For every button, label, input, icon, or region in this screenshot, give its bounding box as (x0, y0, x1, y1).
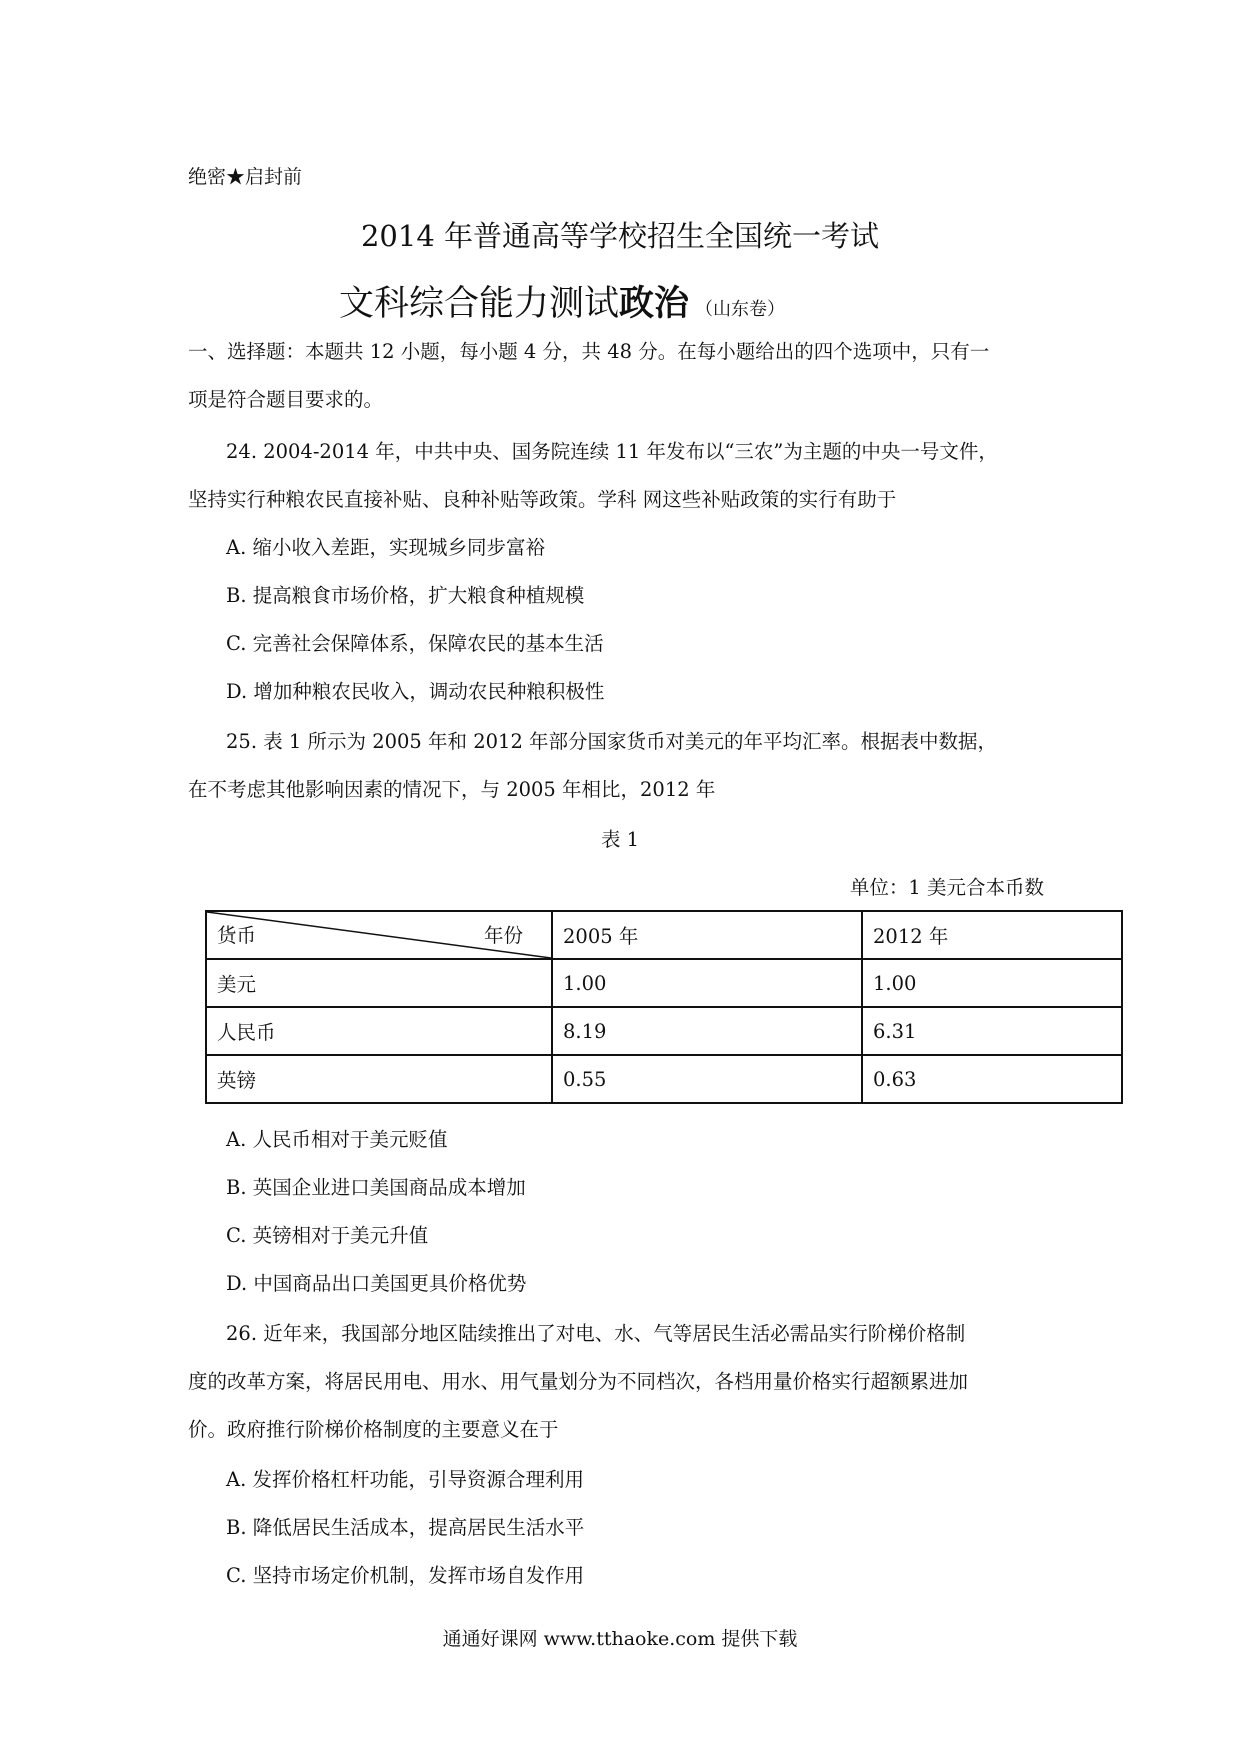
diagonal-header-cell (206, 911, 552, 959)
value-2005-cell: 0.55 (552, 1055, 862, 1103)
q26-option-c: C. 坚持市场定价机制，发挥市场自发作用 (226, 1564, 585, 1587)
table-row (206, 1007, 1122, 1055)
q25-stem-line1: 25. 表 1 所示为 2005 年和 2012 年部分国家货币对美元的年平均汇率。根据表中数据， (226, 730, 998, 753)
exchange-rate-table (205, 910, 1123, 1104)
table-row (206, 959, 1122, 1007)
q25-option-d: D. 中国商品出口美国更具价格优势 (226, 1272, 527, 1295)
q24-option-d: D. 增加种粮农民收入，调动农民种粮积极性 (226, 680, 605, 703)
subtitle-region: （山东卷） (695, 299, 786, 320)
section-intro-line2: 项是符合题目要求的。 (188, 388, 384, 411)
q24-option-a: A. 缩小收入差距，实现城乡同步富裕 (226, 536, 545, 559)
header-2012: 2012 年 (862, 911, 1122, 959)
value-2005-cell: 1.00 (552, 959, 862, 1007)
q25-stem-line2: 在不考虑其他影响因素的情况下，与 2005 年相比，2012 年 (188, 778, 716, 801)
q24-stem-line2: 坚持实行种粮农民直接补贴、良种补贴等政策。学科 网这些补贴政策的实行有助于 (188, 488, 897, 511)
table-unit: 单位：1 美元合本币数 (849, 876, 1044, 899)
q24-stem-line1: 24. 2004-2014 年，中共中央、国务院连续 11 年发布以“三农”为主题的中央一号文件， (226, 440, 998, 463)
q24-option-c: C. 完善社会保障体系，保障农民的基本生活 (226, 632, 604, 655)
value-2005-cell: 8.19 (552, 1007, 862, 1055)
exam-title: 2014 年普通高等学校招生全国统一考试 (360, 219, 880, 253)
value-2012-cell: 0.63 (862, 1055, 1122, 1103)
q26-stem-line3: 价。政府推行阶梯价格制度的主要意义在于 (188, 1418, 559, 1441)
subtitle-subject: 政治 (619, 283, 690, 324)
value-2012-cell: 1.00 (862, 959, 1122, 1007)
q26-stem-line2: 度的改革方案，将居民用电、用水、用气量划分为不同档次，各档用量价格实行超额累进加 (188, 1370, 969, 1393)
q25-option-a: A. 人民币相对于美元贬值 (226, 1128, 448, 1151)
q26-option-b: B. 降低居民生活成本，提高居民生活水平 (226, 1516, 585, 1539)
table-header-row (206, 911, 1122, 959)
q26-stem-line1: 26. 近年来，我国部分地区陆续推出了对电、水、气等居民生活必需品实行阶梯价格制 (226, 1322, 966, 1345)
header-currency-label: 货币 (217, 924, 257, 947)
q25-option-c: C. 英镑相对于美元升值 (226, 1224, 429, 1247)
table-row (206, 1055, 1122, 1103)
value-2012-cell: 6.31 (862, 1007, 1122, 1055)
table-caption: 表 1 (600, 828, 640, 851)
currency-cell: 英镑 (206, 1055, 552, 1103)
subtitle-main: 文科综合能力测试 (339, 284, 620, 324)
header-2005: 2005 年 (552, 911, 862, 959)
exam-subtitle (339, 276, 785, 326)
section-intro-line1: 一、选择题：本题共 12 小题，每小题 4 分，共 48 分。在每小题给出的四个选项中，只有一 (188, 340, 990, 363)
q26-option-a: A. 发挥价格杠杆功能，引导资源合理利用 (226, 1468, 584, 1491)
page-footer: 通通好课网 www.tthaoke.com 提供下载 (442, 1628, 798, 1650)
header-year-label: 年份 (483, 924, 523, 947)
q25-option-b: B. 英国企业进口美国商品成本增加 (226, 1176, 526, 1199)
currency-cell: 美元 (206, 959, 552, 1007)
q24-option-b: B. 提高粮食市场价格，扩大粮食种植规模 (226, 584, 585, 607)
currency-cell: 人民币 (206, 1007, 552, 1055)
secret-mark: 绝密★启封前 (188, 166, 303, 188)
